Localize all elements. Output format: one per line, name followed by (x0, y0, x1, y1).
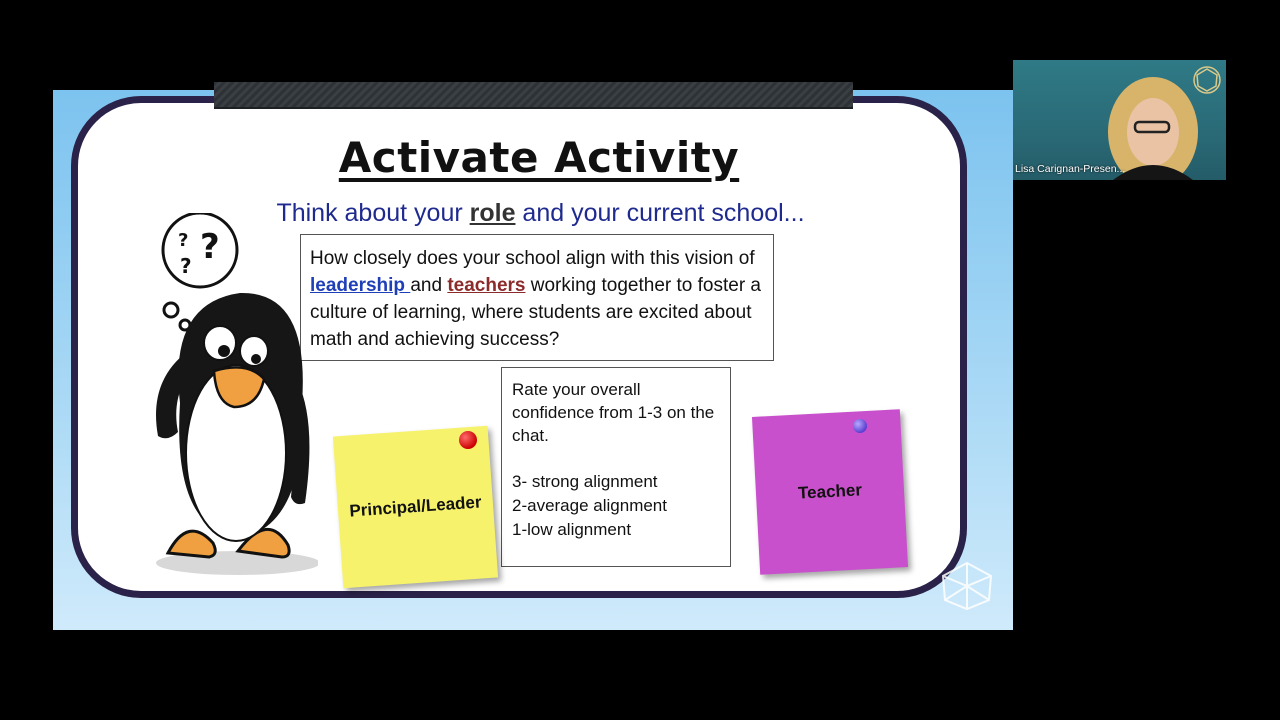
organization-logo-icon (1192, 65, 1222, 95)
svg-text:?: ? (200, 227, 220, 267)
teachers-word: teachers (447, 275, 526, 296)
rating-option: 1-low alignment (512, 520, 632, 539)
question-box: How closely does your school align with this vision of leadership and teachers working together to foster a culture of learning, where students are excited about math and achieving success? (300, 234, 774, 361)
shared-slide (53, 90, 1013, 630)
participant-video-tile[interactable] (1013, 60, 1226, 180)
rating-box (501, 367, 731, 567)
brand-logo-icon (939, 560, 995, 612)
rating-instructions: Rate your overall confidence from 1-3 on the chat. (512, 380, 715, 445)
sticky-note-principal-leader: Principal/Leader (333, 426, 498, 588)
slide-card (71, 96, 967, 598)
svg-text:?: ? (180, 254, 192, 278)
leadership-word: leadership (310, 275, 411, 296)
thinking-penguin-illustration (128, 213, 318, 583)
rating-option: 2-average alignment (512, 496, 667, 515)
svg-text:?: ? (178, 230, 189, 251)
participant-name-label: Lisa Carignan-Presen... (1015, 163, 1126, 175)
slide-top-bar (214, 82, 853, 109)
slide-title: Activate Activity (338, 133, 740, 182)
rating-option: 3- strong alignment (512, 472, 658, 491)
red-pushpin-icon (459, 431, 477, 449)
slide-subtitle: Think about your role and your current school... (276, 199, 805, 227)
purple-pushpin-icon (853, 419, 867, 433)
subtitle-role: role (469, 199, 516, 227)
sticky-note-teacher: Teacher (752, 409, 908, 575)
